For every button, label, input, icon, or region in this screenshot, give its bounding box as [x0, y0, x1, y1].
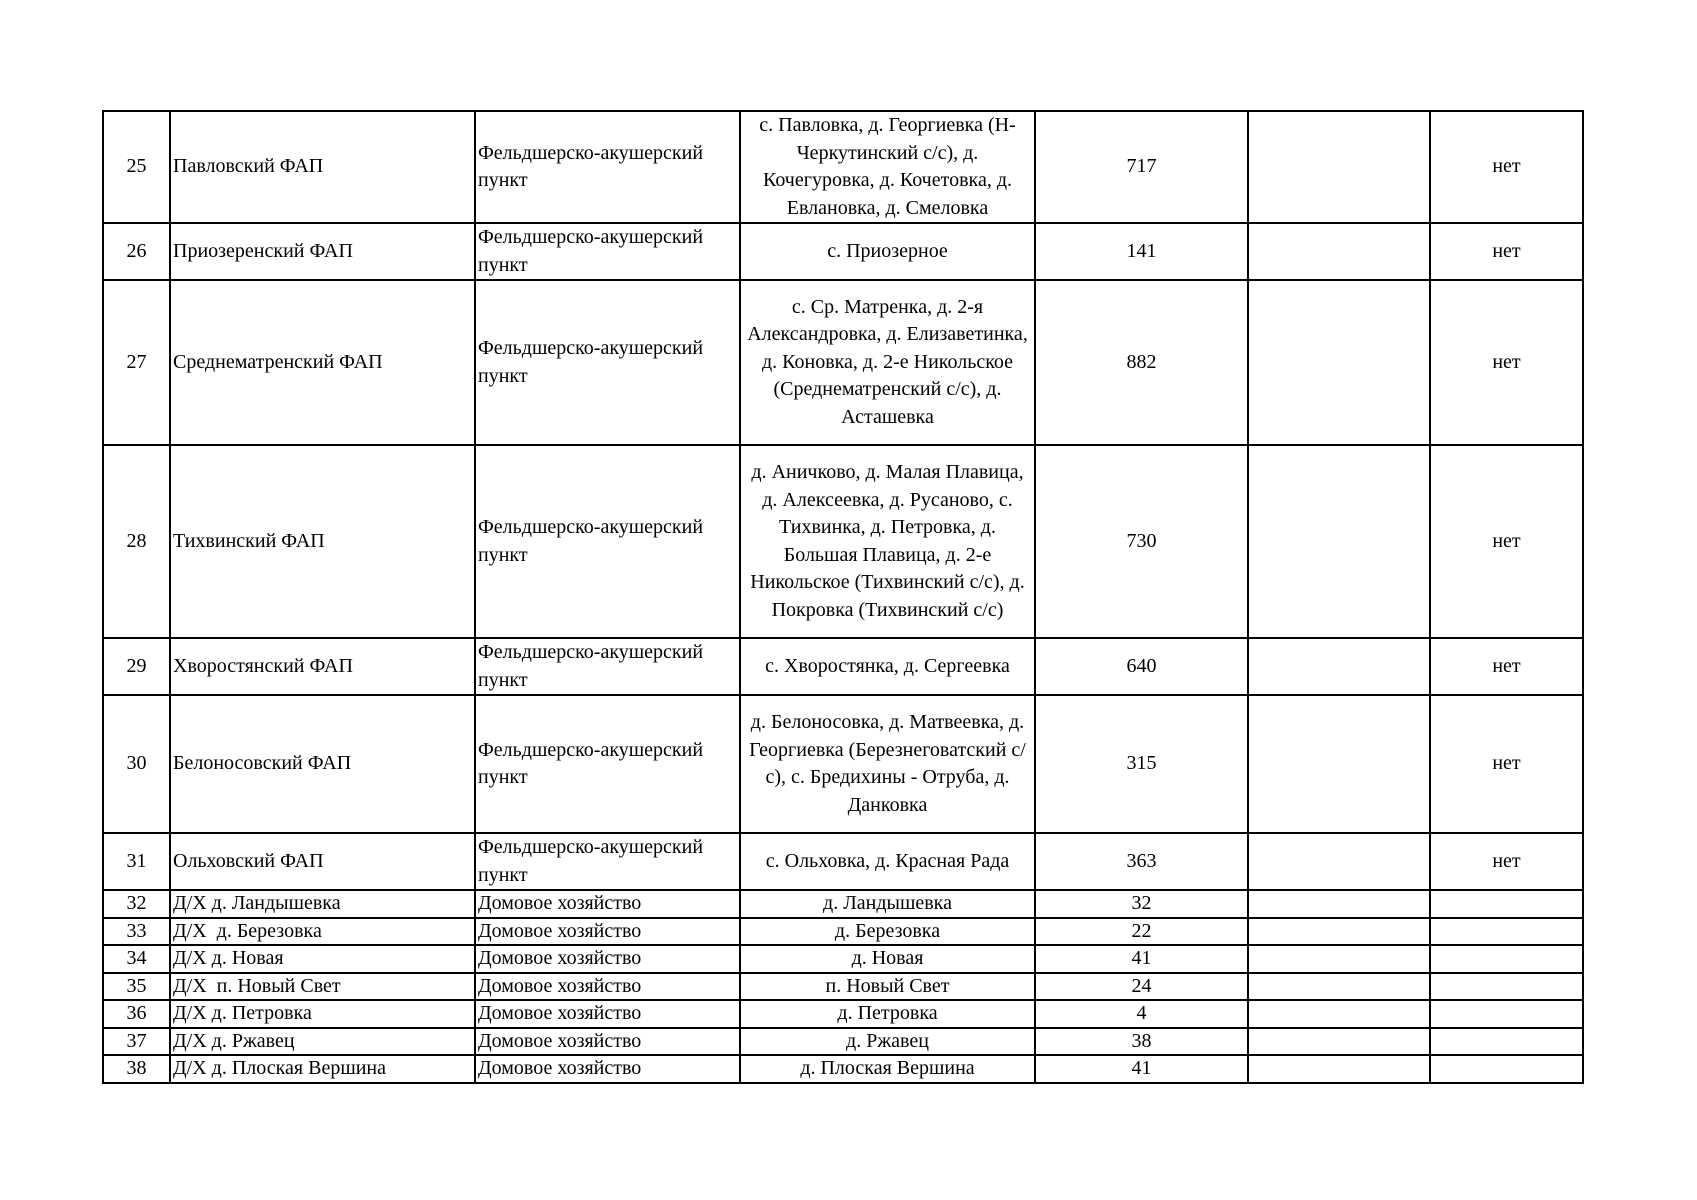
facility-type: Домовое хозяйство — [475, 1000, 740, 1028]
population: 38 — [1035, 1028, 1248, 1056]
table-row — [103, 890, 1583, 918]
empty-cell — [1248, 638, 1430, 695]
empty-cell — [1248, 973, 1430, 1001]
flag-cell: нет — [1430, 280, 1583, 445]
row-number: 38 — [103, 1055, 170, 1083]
row-number: 37 — [103, 1028, 170, 1056]
facility-name: Приозеренский ФАП — [170, 223, 475, 280]
table-row — [103, 445, 1583, 638]
flag-cell — [1430, 918, 1583, 946]
flag-cell — [1430, 945, 1583, 973]
facility-name: Д/Х д. Ландышевка — [170, 890, 475, 918]
facility-name: Д/Х д. Плоская Вершина — [170, 1055, 475, 1083]
row-number: 28 — [103, 445, 170, 638]
facility-type: Фельдшерско-акушерский пункт — [475, 833, 740, 890]
flag-cell: нет — [1430, 111, 1583, 223]
population: 640 — [1035, 638, 1248, 695]
medical-facilities-table — [102, 110, 1584, 1084]
table-row — [103, 280, 1583, 445]
row-number: 35 — [103, 973, 170, 1001]
population: 141 — [1035, 223, 1248, 280]
facility-type: Фельдшерско-акушерский пункт — [475, 695, 740, 833]
flag-cell — [1430, 1028, 1583, 1056]
row-number: 33 — [103, 918, 170, 946]
empty-cell — [1248, 833, 1430, 890]
served-settlements: д. Березовка — [740, 918, 1035, 946]
row-number: 29 — [103, 638, 170, 695]
table-row — [103, 1055, 1583, 1083]
facility-name: Д/Х д. Новая — [170, 945, 475, 973]
population: 32 — [1035, 890, 1248, 918]
flag-cell: нет — [1430, 638, 1583, 695]
facility-type: Домовое хозяйство — [475, 945, 740, 973]
facility-type: Домовое хозяйство — [475, 918, 740, 946]
facility-name: Д/Х д. Петровка — [170, 1000, 475, 1028]
flag-cell — [1430, 973, 1583, 1001]
row-number: 30 — [103, 695, 170, 833]
facility-type: Фельдшерско-акушерский пункт — [475, 445, 740, 638]
empty-cell — [1248, 1055, 1430, 1083]
served-settlements: д. Ржавец — [740, 1028, 1035, 1056]
empty-cell — [1248, 1028, 1430, 1056]
served-settlements: с. Приозерное — [740, 223, 1035, 280]
row-number: 36 — [103, 1000, 170, 1028]
facility-type: Фельдшерско-акушерский пункт — [475, 280, 740, 445]
population: 882 — [1035, 280, 1248, 445]
population: 24 — [1035, 973, 1248, 1001]
empty-cell — [1248, 695, 1430, 833]
table-row — [103, 973, 1583, 1001]
empty-cell — [1248, 890, 1430, 918]
row-number: 27 — [103, 280, 170, 445]
population: 4 — [1035, 1000, 1248, 1028]
flag-cell — [1430, 1000, 1583, 1028]
facility-name: Белоносовский ФАП — [170, 695, 475, 833]
facility-type: Домовое хозяйство — [475, 1055, 740, 1083]
table-row — [103, 111, 1583, 223]
empty-cell — [1248, 280, 1430, 445]
facility-name: Д/Х д. Ржавец — [170, 1028, 475, 1056]
served-settlements: д. Новая — [740, 945, 1035, 973]
population: 22 — [1035, 918, 1248, 946]
flag-cell: нет — [1430, 695, 1583, 833]
served-settlements: д. Ландышевка — [740, 890, 1035, 918]
facility-type: Фельдшерско-акушерский пункт — [475, 223, 740, 280]
population: 41 — [1035, 945, 1248, 973]
served-settlements: д. Плоская Вершина — [740, 1055, 1035, 1083]
population: 363 — [1035, 833, 1248, 890]
population: 41 — [1035, 1055, 1248, 1083]
empty-cell — [1248, 223, 1430, 280]
empty-cell — [1248, 445, 1430, 638]
empty-cell — [1248, 111, 1430, 223]
served-settlements: д. Петровка — [740, 1000, 1035, 1028]
table-row — [103, 1028, 1583, 1056]
row-number: 25 — [103, 111, 170, 223]
facility-name: Павловский ФАП — [170, 111, 475, 223]
empty-cell — [1248, 945, 1430, 973]
table-row — [103, 695, 1583, 833]
empty-cell — [1248, 918, 1430, 946]
row-number: 31 — [103, 833, 170, 890]
row-number: 32 — [103, 890, 170, 918]
facility-type: Домовое хозяйство — [475, 890, 740, 918]
table-row — [103, 945, 1583, 973]
population: 315 — [1035, 695, 1248, 833]
served-settlements: с. Хворостянка, д. Сергеевка — [740, 638, 1035, 695]
served-settlements: с. Ср. Матренка, д. 2-я Александровка, д. Елизаветинка, д. Коновка, д. 2-е Никольское (Среднематренский с/с), д. Асташевка — [740, 280, 1035, 445]
served-settlements: д. Белоносовка, д. Матвеевка, д. Георгиевка (Березнеговатский с/с), с. Бредихины - Отруба, д. Данковка — [740, 695, 1035, 833]
facility-type: Домовое хозяйство — [475, 1028, 740, 1056]
row-number: 34 — [103, 945, 170, 973]
population: 717 — [1035, 111, 1248, 223]
facility-name: Д/Х п. Новый Свет — [170, 973, 475, 1001]
served-settlements: п. Новый Свет — [740, 973, 1035, 1001]
facility-type: Домовое хозяйство — [475, 973, 740, 1001]
facility-name: Среднематренский ФАП — [170, 280, 475, 445]
table-row — [103, 918, 1583, 946]
flag-cell: нет — [1430, 223, 1583, 280]
table-row — [103, 223, 1583, 280]
facility-name: Хворостянский ФАП — [170, 638, 475, 695]
flag-cell — [1430, 890, 1583, 918]
table-row — [103, 638, 1583, 695]
facility-name: Д/Х д. Березовка — [170, 918, 475, 946]
flag-cell — [1430, 1055, 1583, 1083]
facility-type: Фельдшерско-акушерский пункт — [475, 111, 740, 223]
table-row — [103, 1000, 1583, 1028]
flag-cell: нет — [1430, 445, 1583, 638]
facility-name: Тихвинский ФАП — [170, 445, 475, 638]
table-row — [103, 833, 1583, 890]
flag-cell: нет — [1430, 833, 1583, 890]
served-settlements: д. Аничково, д. Малая Плавица, д. Алексеевка, д. Русаново, с. Тихвинка, д. Петровка, д. Большая Плавица, д. 2-е Никольское (Тихвинский с/с), д. Покровка (Тихвинский с/с) — [740, 445, 1035, 638]
population: 730 — [1035, 445, 1248, 638]
served-settlements: с. Павловка, д. Георгиевка (Н-Черкутинский с/с), д. Кочегуровка, д. Кочетовка, д. Евлановка, д. Смеловка — [740, 111, 1035, 223]
row-number: 26 — [103, 223, 170, 280]
empty-cell — [1248, 1000, 1430, 1028]
facility-type: Фельдшерско-акушерский пункт — [475, 638, 740, 695]
facility-name: Ольховский ФАП — [170, 833, 475, 890]
served-settlements: с. Ольховка, д. Красная Рада — [740, 833, 1035, 890]
